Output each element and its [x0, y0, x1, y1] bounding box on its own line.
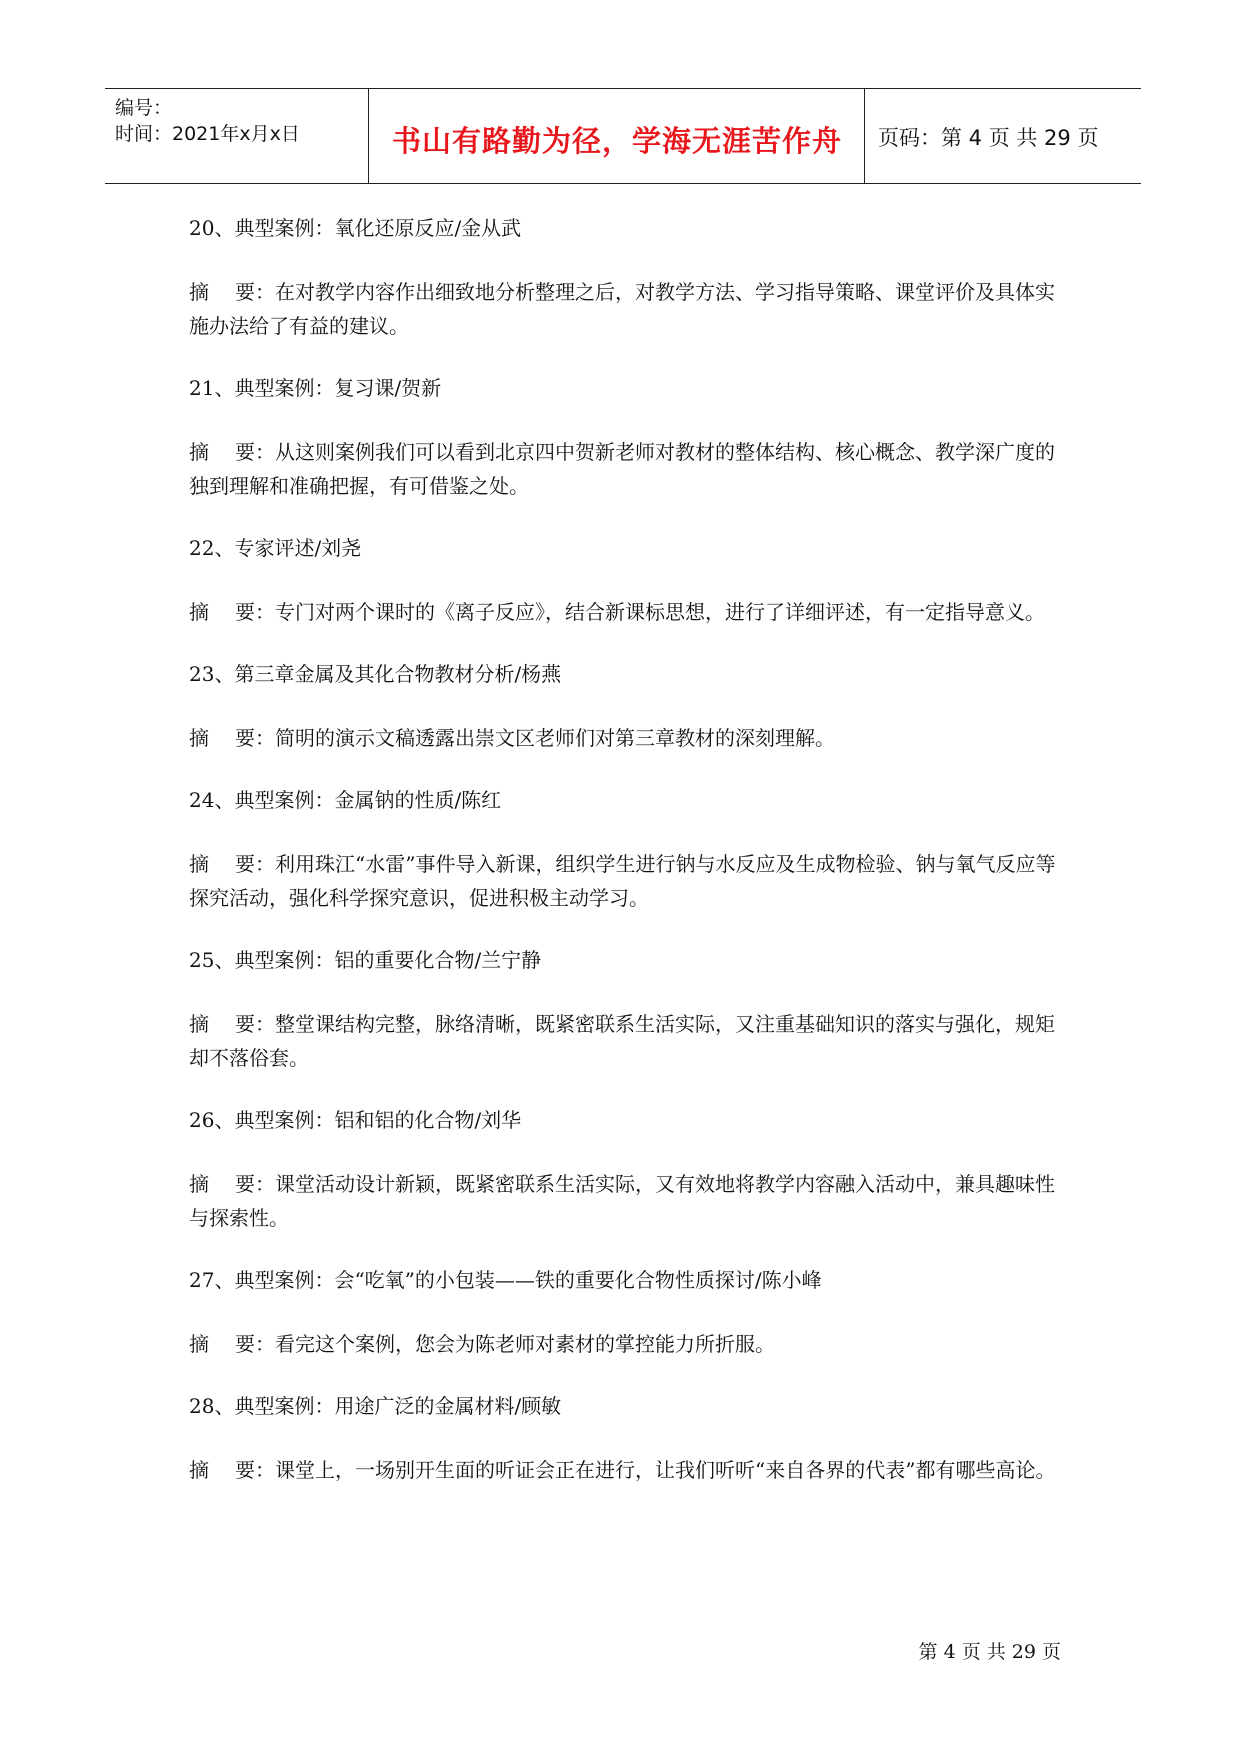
abstract-text: 在对教学内容作出细致地分析整理之后，对教学方法、学习指导策略、课堂评价及具体实施办法给了有益的建议。 — [189, 280, 1055, 338]
entry-abstract — [189, 275, 1061, 343]
entry-title: 27、典型案例：会“吃氧”的小包装——铁的重要化合物性质探讨/陈小峰 — [189, 1268, 822, 1292]
page-footer: 第 4 页 共 29 页 — [918, 1641, 1061, 1663]
abstract-label — [189, 852, 275, 876]
entry-title: 28、典型案例：用途广泛的金属材料/顾敏 — [189, 1394, 562, 1418]
entry-abstract — [189, 1007, 1061, 1075]
entry-title: 26、典型案例：铝和铝的化合物/刘华 — [189, 1108, 522, 1132]
header-motto-cell — [370, 89, 865, 183]
page-header — [105, 88, 1141, 184]
abstract-label-b: 要： — [235, 1012, 275, 1036]
entry-title: 23、第三章金属及其化合物教材分析/杨燕 — [189, 662, 562, 686]
abstract-label-a: 摘 — [189, 726, 209, 750]
abstract-label — [189, 1332, 275, 1356]
abstract-text: 专门对两个课时的《离子反应》，结合新课标思想，进行了详细评述，有一定指导意义。 — [275, 600, 1045, 624]
entry-abstract — [189, 1167, 1061, 1235]
abstract-label — [189, 600, 275, 624]
entry-title: 24、典型案例：金属钠的性质/陈红 — [189, 788, 502, 812]
abstract-text: 课堂上，一场别开生面的听证会正在进行，让我们听听“来自各界的代表”都有哪些高论。 — [275, 1458, 1056, 1482]
entry-abstract — [189, 435, 1061, 503]
header-page-label: 页码：第 4 页 共 29 页 — [878, 126, 1099, 150]
abstract-label-a: 摘 — [189, 440, 209, 464]
abstract-label-a: 摘 — [189, 1172, 209, 1196]
abstract-text: 看完这个案例，您会为陈老师对素材的掌控能力所折服。 — [275, 1332, 775, 1356]
entry-title: 25、典型案例：铝的重要化合物/兰宁静 — [189, 948, 542, 972]
motto: 书山有路勤为径，学海无涯苦作舟 — [391, 124, 842, 158]
abstract-label-b: 要： — [235, 440, 275, 464]
abstract-label — [189, 1458, 275, 1482]
entry-abstract — [189, 1327, 1061, 1361]
abstract-label — [189, 726, 275, 750]
entry-title: 21、典型案例：复习课/贺新 — [189, 376, 442, 400]
entry-abstract — [189, 595, 1061, 629]
abstract-label-a: 摘 — [189, 1458, 209, 1482]
abstract-text: 简明的演示文稿透露出崇文区老师们对第三章教材的深刻理解。 — [275, 726, 835, 750]
abstract-label-b: 要： — [235, 1458, 275, 1482]
entry-title: 22、专家评述/刘尧 — [189, 536, 362, 560]
abstract-label-b: 要： — [235, 1332, 275, 1356]
abstract-label-a: 摘 — [189, 852, 209, 876]
abstract-label-a: 摘 — [189, 600, 209, 624]
entry-abstract — [189, 847, 1061, 915]
abstract-text: 利用珠江“水雷”事件导入新课，组织学生进行钠与水反应及生成物检验、钠与氧气反应等探究活动，强化科学探究意识，促进积极主动学习。 — [189, 852, 1056, 910]
abstract-label-b: 要： — [235, 600, 275, 624]
document-body — [189, 211, 1061, 1515]
abstract-text: 从这则案例我们可以看到北京四中贺新老师对教材的整体结构、核心概念、教学深广度的独到理解和准确把握，有可借鉴之处。 — [189, 440, 1055, 498]
header-meta — [105, 89, 369, 183]
abstract-text: 整堂课结构完整，脉络清晰，既紧密联系生活实际，又注重基础知识的落实与强化，规矩却不落俗套。 — [189, 1012, 1055, 1070]
abstract-label-b: 要： — [235, 726, 275, 750]
entry-abstract — [189, 721, 1061, 755]
abstract-label — [189, 280, 275, 304]
abstract-label — [189, 440, 275, 464]
header-page-cell — [866, 89, 1141, 183]
abstract-label-b: 要： — [235, 1172, 275, 1196]
entry-title: 20、典型案例：氧化还原反应/金从武 — [189, 216, 522, 240]
entry-abstract — [189, 1453, 1061, 1487]
time-label: 时间：2021年x月x日 — [115, 123, 300, 145]
abstract-label-a: 摘 — [189, 280, 209, 304]
abstract-label — [189, 1172, 275, 1196]
abstract-label-b: 要： — [235, 852, 275, 876]
abstract-label — [189, 1012, 275, 1036]
abstract-label-b: 要： — [235, 280, 275, 304]
abstract-label-a: 摘 — [189, 1012, 209, 1036]
abstract-text: 课堂活动设计新颖，既紧密联系生活实际，又有效地将教学内容融入活动中，兼具趣味性与探索性。 — [189, 1172, 1055, 1230]
number-label: 编号： — [115, 97, 173, 119]
abstract-label-a: 摘 — [189, 1332, 209, 1356]
